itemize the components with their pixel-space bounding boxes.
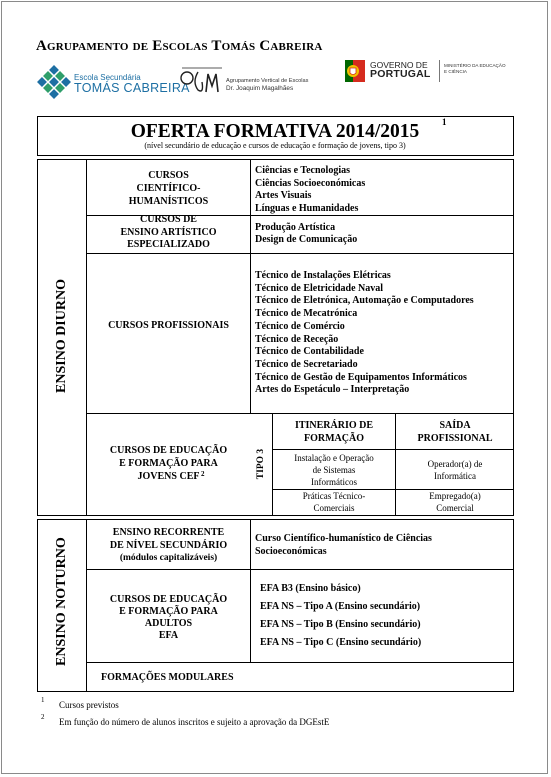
cef-itinerario: Informáticos xyxy=(311,477,357,487)
prof-item: Técnico de Mecatrónica xyxy=(255,308,358,320)
ag-vertical-logo-icon xyxy=(178,64,226,98)
prof-item: Técnico de Eletricidade Naval xyxy=(255,282,384,294)
cef-saida: Comercial xyxy=(436,503,474,513)
cch-name-2: CIENTÍFICO- xyxy=(136,183,201,194)
cef-itinerario: Comerciais xyxy=(313,503,355,513)
artistico-name-1: CURSOS DE xyxy=(140,214,197,225)
recorrente-name: ENSINO RECORRENTE xyxy=(112,527,225,538)
cch-name-3: HUMANÍSTICOS xyxy=(128,196,209,207)
governo-name: GOVERNO DE PORTUGAL xyxy=(370,60,431,80)
diurno-label: ENSINO DIURNO xyxy=(54,279,69,393)
footnote-text: Em função do número de alunos inscritos e sujeito a aprovação da DGEstE xyxy=(59,717,330,727)
recorrente-name: DE NÍVEL SECUNDÁRIO xyxy=(109,539,228,551)
artistico-item: Produção Artística xyxy=(255,221,336,233)
cef-itinerario: Práticas Técnico- xyxy=(302,491,366,501)
prof-item: Técnico de Eletrónica, Automação e Computadores xyxy=(255,295,474,307)
efa-name: ADULTOS xyxy=(144,618,193,629)
footnote-text: Cursos previstos xyxy=(59,700,119,710)
cef-name-1: CURSOS DE EDUCAÇÃO xyxy=(109,445,228,456)
page-title: OFERTA FORMATIVA 2014/2015 xyxy=(130,121,420,142)
escola-name: Escola Secundária TOMÁS CABREIRA xyxy=(74,73,190,95)
profissionais-name: CURSOS PROFISSIONAIS xyxy=(108,320,229,331)
portugal-arms-icon xyxy=(344,58,366,84)
page-subtitle: (nível secundário de educação e cursos de educação e formação de jovens, tipo 3) xyxy=(144,141,406,150)
row-rule xyxy=(272,449,514,450)
row-rule xyxy=(86,253,514,254)
efa-name: E FORMAÇÃO PARA xyxy=(119,606,218,617)
prof-item: Técnico de Gestão de Equipamentos Informáticos xyxy=(255,371,467,383)
noturno-label: ENSINO NOTURNO xyxy=(54,537,69,666)
title-footnote-ref: 1 xyxy=(442,117,447,127)
prof-item: Artes do Espetáculo – Interpretação xyxy=(255,384,410,396)
cch-item: Artes Visuais xyxy=(255,190,312,201)
cch-item: Ciências e Tecnologias xyxy=(255,165,351,176)
cef-itinerario: de Sistemas xyxy=(312,465,356,475)
prof-item: Técnico de Contabilidade xyxy=(255,346,364,358)
cef-col1-header: ITINERÁRIO DE xyxy=(294,420,374,431)
prof-item: Técnico de Instalações Elétricas xyxy=(255,270,391,281)
header-separator xyxy=(439,60,440,82)
cef-col2-header: PROFISSIONAL xyxy=(417,432,493,444)
cef-saida: Operador(a) de xyxy=(427,459,483,469)
col-rule xyxy=(250,519,251,663)
row-rule xyxy=(86,569,514,570)
cef-tipo: TIPO 3 xyxy=(256,448,266,480)
row-rule xyxy=(86,413,514,414)
col-rule xyxy=(250,159,251,414)
cef-footnote-ref: 2 xyxy=(201,470,205,478)
efa-item: EFA B3 (Ensino básico) xyxy=(260,583,361,594)
efa-name: EFA xyxy=(158,630,179,641)
cef-col2-header: SAÍDA xyxy=(439,420,471,431)
efa-name: CURSOS DE EDUCAÇÃO xyxy=(109,594,228,605)
ministerio-name: MINISTÉRIO DA EDUCAÇÃO E CIÊNCIA xyxy=(444,63,506,74)
cef-saida: Informática xyxy=(434,471,476,481)
formacoes-modulares: FORMAÇÕES MODULARES xyxy=(101,672,234,683)
recorrente-sub: (módulos capitalizáveis) xyxy=(119,553,218,563)
prof-item: Técnico de Receção xyxy=(255,333,339,345)
cef-name-3: JOVENS CEF xyxy=(137,471,200,482)
cch-item: Ciências Socioeconómicas xyxy=(255,177,366,189)
efa-item: EFA NS – Tipo B (Ensino secundário) xyxy=(260,619,421,630)
artistico-name-2: ENSINO ARTÍSTICO xyxy=(120,226,217,238)
ag-vertical-name: Agrupamento Vertical de Escolas Dr. Joaquim Magalhães xyxy=(226,78,309,92)
escola-logo-icon xyxy=(36,64,72,100)
recorrente-item: Socioeconómicas xyxy=(255,545,327,557)
footnote-num: 2 xyxy=(41,713,45,721)
row-rule xyxy=(86,662,514,663)
cch-name-1: CURSOS xyxy=(148,170,189,181)
efa-item: EFA NS – Tipo C (Ensino secundário) xyxy=(260,637,422,648)
footnote-num: 1 xyxy=(41,696,45,704)
efa-item: EFA NS – Tipo A (Ensino secundário) xyxy=(260,601,421,612)
cef-itinerario: Instalação e Operação xyxy=(294,453,374,463)
recorrente-item: Curso Científico-humanístico de Ciências xyxy=(255,533,432,544)
prof-item: Técnico de Secretariado xyxy=(255,358,358,370)
agrupamento-title: Agrupamento de Escolas Tomás Cabreira xyxy=(36,38,323,54)
artistico-name-3: ESPECIALIZADO xyxy=(127,239,210,250)
cch-item: Línguas e Humanidades xyxy=(255,202,359,214)
prof-item: Técnico de Comércio xyxy=(255,320,345,332)
cef-saida: Empregado(a) xyxy=(429,491,481,501)
cef-name-2: E FORMAÇÃO PARA xyxy=(119,458,218,469)
artistico-item: Design de Comunicação xyxy=(255,234,358,245)
cef-col1-header: FORMAÇÃO xyxy=(304,432,364,444)
